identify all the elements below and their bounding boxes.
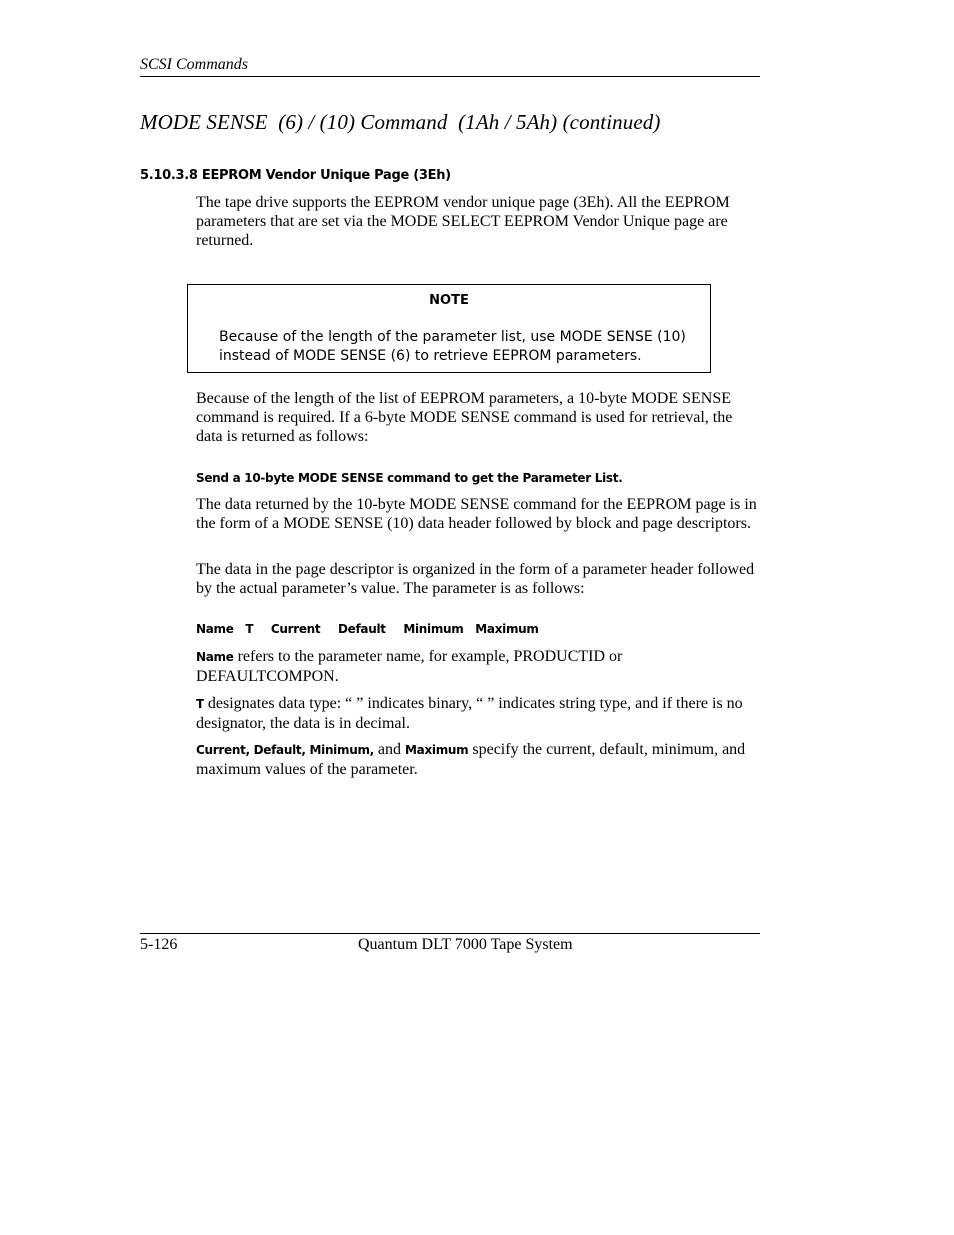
values-definition bbox=[196, 740, 761, 779]
intro-paragraph: The tape drive supports the EEPROM vendor unique page (3Eh). All the EEPROM parameters that are set via the MODE SELECT EEPROM Vendor Unique page are returned. bbox=[196, 194, 730, 249]
values-definition-text: specify the current, default, minimum, and maximum values of the parameter. bbox=[196, 741, 746, 778]
section-title: MODE SENSE (6) / (10) Command (1Ah / 5Ah) (continued) bbox=[140, 110, 661, 134]
name-term: Name bbox=[196, 650, 234, 664]
values-terms: Current, Default, Minimum, bbox=[196, 743, 374, 757]
header-rule bbox=[140, 76, 760, 77]
running-header: SCSI Commands bbox=[140, 56, 249, 73]
length-paragraph: Because of the length of the list of EEPROM parameters, a 10-byte MODE SENSE command is required. If a 6-byte MODE SENSE command is used for retrieval, the data is returned as follows: bbox=[196, 390, 733, 445]
parameter-format-heading: Name T Current Default Minimum Maximum bbox=[196, 622, 539, 636]
footer-rule bbox=[140, 933, 760, 934]
note-body: Because of the length of the parameter list, use MODE SENSE (10) instead of MODE SENSE (6) to retrieve EEPROM parameters. bbox=[219, 329, 686, 364]
t-term: T bbox=[196, 697, 204, 711]
name-definition-text: refers to the parameter name, for example, PRODUCTID or DEFAULTCOMPON. bbox=[196, 648, 623, 685]
page-descriptor-paragraph: The data in the page descriptor is organized in the form of a parameter header followed by the actual parameter’s value. The parameter is as follows: bbox=[196, 561, 755, 597]
subsection-heading: 5.10.3.8 EEPROM Vendor Unique Page (3Eh) bbox=[140, 168, 451, 183]
footer-title: Quantum DLT 7000 Tape System bbox=[358, 936, 573, 953]
values-conjunction: and bbox=[373, 741, 406, 758]
page-number: 5-126 bbox=[140, 936, 178, 953]
name-definition bbox=[196, 647, 761, 686]
t-definition-text: designates data type: “ ” indicates binary, “ ” indicates string type, and if there is no designator, the data is in decimal. bbox=[196, 695, 743, 732]
t-definition bbox=[196, 694, 761, 733]
maximum-term: Maximum bbox=[405, 743, 469, 757]
note-box bbox=[187, 284, 711, 373]
send-command-heading: Send a 10-byte MODE SENSE command to get the Parameter List. bbox=[196, 471, 623, 485]
note-title: NOTE bbox=[429, 293, 469, 308]
data-returned-paragraph: The data returned by the 10-byte MODE SENSE command for the EEPROM page is in the form of a MODE SENSE (10) data header followed by block and page descriptors. bbox=[196, 496, 757, 532]
